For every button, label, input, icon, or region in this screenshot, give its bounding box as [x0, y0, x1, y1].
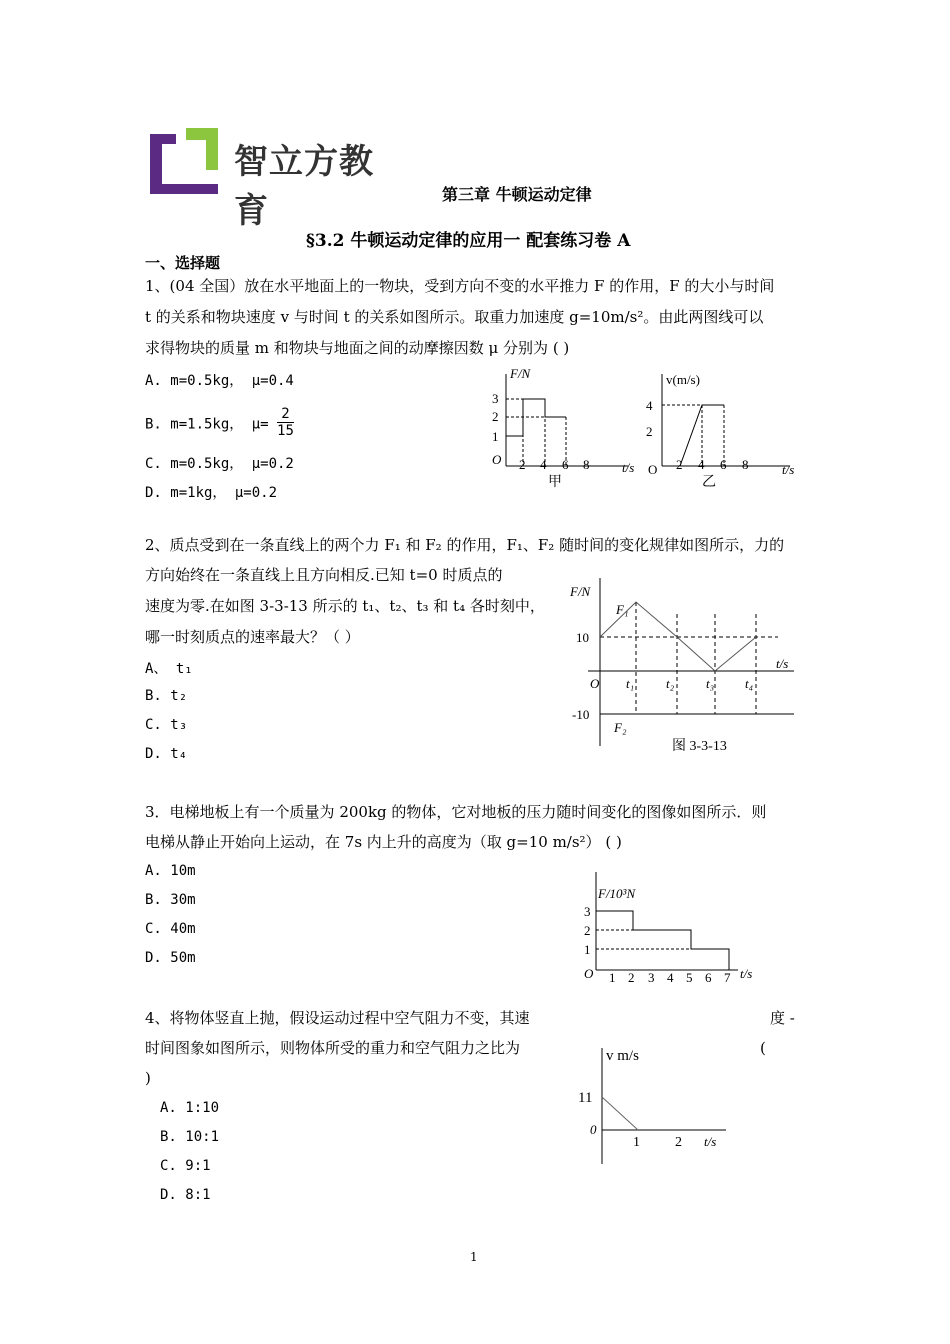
q1a-title: 甲 — [548, 475, 562, 490]
q2-series-f1-label: F₁ — [616, 602, 629, 617]
q4-line1-tail: 度 - — [770, 1009, 795, 1027]
q3-xtick: 7 — [724, 970, 731, 985]
q2-option-d[interactable]: D. t₄ — [145, 746, 188, 762]
q4-option-c[interactable]: C. 9:1 — [160, 1158, 211, 1174]
q3-ylabel: F/10³N — [598, 886, 636, 901]
q2-ytick: 10 — [576, 630, 589, 645]
q4-origin: 0 — [590, 1122, 597, 1137]
q3-series-line — [596, 911, 729, 970]
q1a-origin: O — [492, 452, 502, 467]
q3-ytick: 2 — [584, 923, 591, 938]
q3-xlabel: t/s — [740, 966, 753, 981]
q3-option-b[interactable]: B. 30m — [145, 892, 196, 908]
q1-option-c[interactable]: C. m=0.5kg， μ=0.2 — [145, 456, 294, 472]
q2-option-b[interactable]: B. t₂ — [145, 688, 188, 704]
q3-line2: 电梯从静止开始向上运动，在 7s 内上升的高度为（取 g=10 m/s²） ( ) — [145, 833, 622, 851]
q1a-ylabel: F/N — [510, 366, 531, 381]
q2-line4: 哪一时刻质点的速率最大？（ ） — [145, 628, 360, 646]
q3-ytick: 1 — [584, 942, 591, 957]
q2-ylabel: F/N — [570, 584, 591, 599]
q3-xtick: 5 — [686, 970, 693, 985]
q2-title: 图 3-3-13 — [672, 739, 727, 754]
q3-xtick: 1 — [609, 970, 616, 985]
logo — [148, 126, 408, 231]
q4-xtick: 1 — [633, 1135, 640, 1150]
q3-xtick: 3 — [648, 970, 655, 985]
q1-chart-force — [488, 366, 648, 490]
q1b-xtick: 8 — [742, 457, 749, 472]
q4-option-d[interactable]: D. 8:1 — [160, 1187, 211, 1203]
q2-xtick: t₄ — [745, 676, 754, 691]
q4-line3: ) — [145, 1069, 151, 1087]
q1a-xtick: 8 — [583, 457, 590, 472]
q2-option-a[interactable]: A、 t₁ — [145, 661, 193, 677]
q1b-xlabel: t/s — [782, 462, 795, 477]
q4-line2: 时间图象如图所示，则物体所受的重力和空气阻力之比为 — [145, 1039, 521, 1057]
q1a-xtick: 4 — [540, 457, 547, 472]
q4-line2-tail: ( — [760, 1039, 766, 1057]
q2-xtick: t₃ — [706, 676, 715, 691]
page-number: 1 — [470, 1250, 478, 1264]
q1b-xtick: 6 — [720, 457, 727, 472]
q1-option-b-text: B. m=1.5kg， μ= — [145, 416, 269, 433]
q3-xtick: 6 — [705, 970, 712, 985]
q3-option-a[interactable]: A. 10m — [145, 863, 196, 879]
q1-line3: 求得物块的质量 m 和物块与地面之间的动摩擦因数 μ 分别为 ( ) — [145, 339, 570, 357]
section-title: §3.2 牛顿运动定律的应用一 配套练习卷 A — [306, 231, 631, 251]
q3-origin: O — [584, 966, 594, 981]
q3-option-d[interactable]: D. 50m — [145, 950, 196, 966]
q4-line1: 4、将物体竖直上抛，假设运动过程中空气阻力不变，其速 — [145, 1009, 530, 1027]
q1-chart-velocity — [640, 366, 810, 490]
q4-ylabel: v m/s — [606, 1048, 639, 1064]
q1b-ytick: 2 — [646, 424, 653, 439]
q1-line1: 1、(04 全国）放在水平地面上的一物块，受到方向不变的水平推力 F 的作用，F 的大小与时间 — [145, 277, 775, 295]
q4-xtick: 2 — [675, 1135, 682, 1150]
q2-origin: O — [590, 676, 600, 691]
q1a-xlabel: t/s — [622, 460, 635, 475]
q1-option-a[interactable]: A. m=0.5kg， μ=0.4 — [145, 373, 294, 389]
q2-ytick: -10 — [572, 707, 590, 722]
q1-fraction-num: 2 — [277, 406, 294, 423]
q1a-xtick: 6 — [562, 457, 569, 472]
q1a-ytick: 2 — [492, 409, 499, 424]
q4-xlabel: t/s — [704, 1134, 717, 1149]
q3-chart — [578, 868, 758, 1008]
q3-option-c[interactable]: C. 40m — [145, 921, 196, 937]
q1-option-d[interactable]: D. m=1kg， μ=0.2 — [145, 485, 278, 501]
q2-xtick: t₁ — [626, 676, 635, 691]
logo-text: 智立方教育 — [234, 142, 374, 231]
q1-fraction-den: 15 — [277, 423, 294, 439]
q1-fraction — [277, 406, 294, 439]
q2-line2: 方向始终在一条直线上且方向相反.已知 t=0 时质点的 — [145, 566, 503, 584]
q3-line1: 3．电梯地板上有一个质量为 200kg 的物体，它对地板的压力随时间变化的图像如图所示．则 — [145, 803, 767, 821]
q1b-title: 乙 — [702, 475, 716, 490]
q2-option-c[interactable]: C. t₃ — [145, 717, 188, 733]
q1-option-b[interactable] — [145, 408, 294, 441]
q4-ytick: 11 — [578, 1090, 593, 1106]
q1b-xtick: 2 — [676, 457, 683, 472]
q4-option-b[interactable]: B. 10:1 — [160, 1129, 220, 1145]
q2-line3: 速度为零.在如图 3-3-13 所示的 t₁、t₂、t₃ 和 t₄ 各时刻中， — [145, 597, 545, 615]
q4-chart — [574, 1040, 734, 1166]
q4-series-line — [602, 1097, 638, 1130]
q2-xtick: t₂ — [666, 676, 675, 691]
q3-xtick: 4 — [667, 970, 674, 985]
q3-ytick: 3 — [584, 904, 591, 919]
chapter-title: 第三章 牛顿运动定律 — [442, 185, 592, 204]
q1b-ylabel: v(m/s) — [666, 372, 700, 387]
q1b-ytick: 4 — [646, 398, 653, 413]
q4-option-a[interactable]: A. 1:10 — [160, 1100, 220, 1116]
q1b-xtick: 4 — [698, 457, 705, 472]
q1b-origin: O — [648, 462, 658, 477]
q3-xtick: 2 — [628, 970, 635, 985]
q2-xlabel: t/s — [776, 656, 789, 671]
q1a-xtick: 2 — [519, 457, 526, 472]
q2-series-f2-label: F₂ — [614, 720, 627, 735]
q2-line1: 2、质点受到在一条直线上的两个力 F₁ 和 F₂ 的作用，F₁、F₂ 随时间的变化规律如图所示，力的 — [145, 536, 785, 554]
q1a-ytick: 3 — [492, 391, 499, 406]
q1-line2: t 的关系和物块速度 v 与时间 t 的关系如图所示。取重力加速度 g=10m/s²。由此两图线可以 — [145, 308, 764, 326]
part-heading: 一、选择题 — [145, 254, 221, 272]
q1a-ytick: 1 — [492, 429, 499, 444]
q2-chart — [568, 574, 804, 758]
